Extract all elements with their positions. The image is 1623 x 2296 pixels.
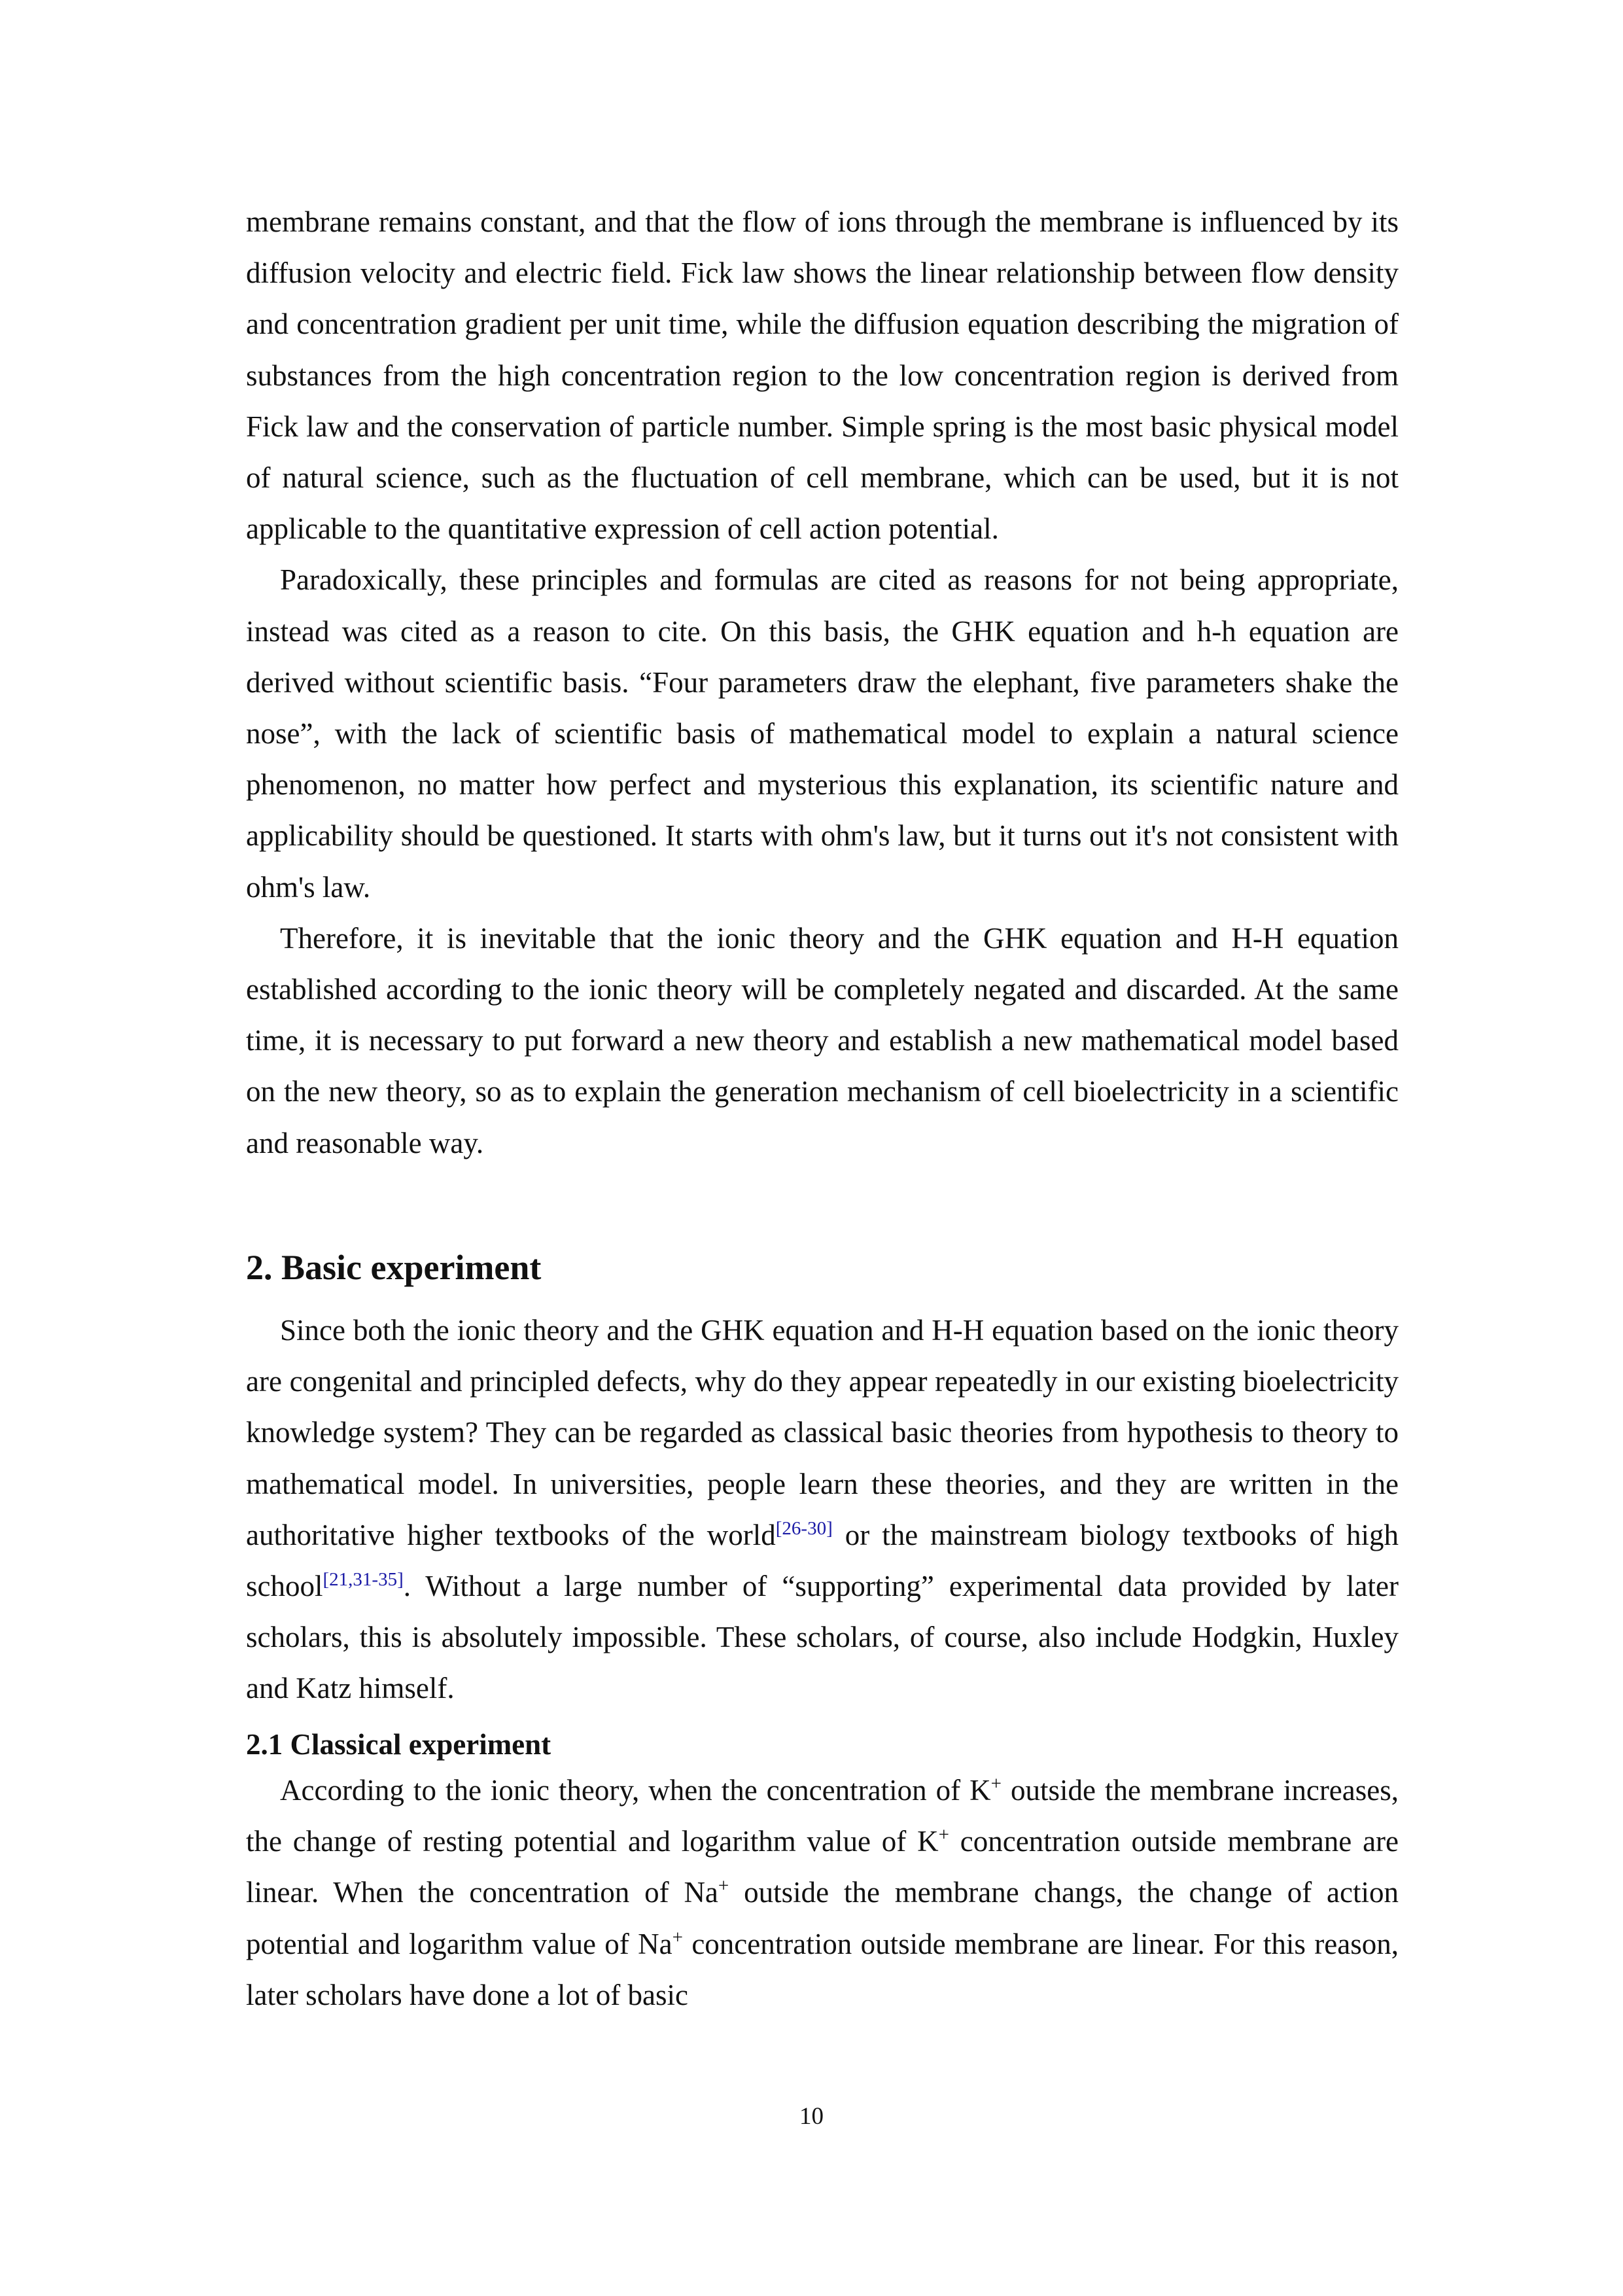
section-heading: 2. Basic experiment bbox=[246, 1248, 542, 1287]
paragraph-5-text-2: outside the membrane increases, the change of resting potential and logarithm value of K bbox=[246, 1774, 1399, 1858]
superscript: + bbox=[938, 1824, 949, 1846]
superscript: + bbox=[718, 1875, 729, 1897]
paragraph-1-text: membrane remains constant, and that the flow of ions through the membrane is influenced by its diffusion velocity and electric field. Fick law shows the linear relationship between flow density and concentration gradient per unit time, while the diffusion equation describing the migration of substances from the high concentration region to the low concentration region is derived from Fick law and the conservation of particle number. Simple spring is the most basic physical model of natural science, such as the fluctuation of cell membrane, which can be used, but it is not applicable to the quantitative expression of cell action potential. bbox=[246, 205, 1399, 546]
superscript: + bbox=[990, 1773, 1002, 1794]
paragraph-5-text-3: concentration outside membrane are linear. When the concentration of Na bbox=[246, 1825, 1399, 1909]
paragraph-4 bbox=[246, 1305, 1399, 1714]
superscript: + bbox=[672, 1926, 683, 1948]
paragraph-1 bbox=[246, 196, 1399, 554]
paragraph-3-text: Therefore, it is inevitable that the ionic theory and the GHK equation and H-H equation established according to the ionic theory will be completely negated and discarded. At the same time, it is necessary to put forward a new theory and establish a new mathematical model based on the new theory, so as to explain the generation mechanism of cell bioelectricity in a scientific and reasonable way. bbox=[246, 921, 1399, 1159]
citation-ref[interactable]: [21,31-35] bbox=[323, 1569, 404, 1591]
paragraph-2 bbox=[246, 554, 1399, 912]
body-text-top bbox=[246, 196, 1399, 1169]
paragraph-4-text-1: Since both the ionic theory and the GHK equation and H-H equation based on the ionic theory are congenital and principled defects, why do they appear repeatedly in our existing bioelectricity knowledge system? They can be regarded as classical basic theories from hypothesis to theory to mathematical model. In universities, people learn these theories, and they are written in the authoritative higher textbooks of the world bbox=[246, 1314, 1399, 1551]
subsection-heading: 2.1 Classical experiment bbox=[246, 1728, 551, 1761]
citation-ref[interactable]: [26-30] bbox=[775, 1517, 833, 1539]
paragraph-4-text-3: . Without a large number of “supporting” experimental data provided by later scholars, this is absolutely impossible. These scholars, of course, also include Hodgkin, Huxley and Katz himself. bbox=[246, 1570, 1399, 1705]
body-text-section-2 bbox=[246, 1305, 1399, 1714]
page-number: 10 bbox=[799, 2103, 824, 2130]
paragraph-5-text-5: concentration outside membrane are linear. For this reason, later scholars have done a lot of basic bbox=[246, 1927, 1399, 2011]
paragraph-5-text-1: According to the ionic theory, when the concentration of K bbox=[280, 1774, 991, 1807]
paragraph-3 bbox=[246, 913, 1399, 1169]
paragraph-4-text-2: or the mainstream biology textbooks of high school bbox=[246, 1518, 1399, 1603]
paragraph-5-text-4: outside the membrane changs, the change of action potential and logarithm value of Na bbox=[246, 1876, 1399, 1960]
body-text-section-2-1 bbox=[246, 1765, 1399, 2021]
paragraph-2-text: Paradoxically, these principles and formulas are cited as reasons for not being appropriate, instead was cited as a reason to cite. On this basis, the GHK equation and h-h equation are derived without scientific basis. “Four parameters draw the elephant, five parameters shake the nose”, with the lack of scientific basis of mathematical model to explain a natural science phenomenon, no matter how perfect and mysterious this explanation, its scientific nature and applicability should be questioned. It starts with ohm's law, but it turns out it's not consistent with ohm's law. bbox=[246, 563, 1399, 904]
paragraph-5 bbox=[246, 1765, 1399, 2021]
